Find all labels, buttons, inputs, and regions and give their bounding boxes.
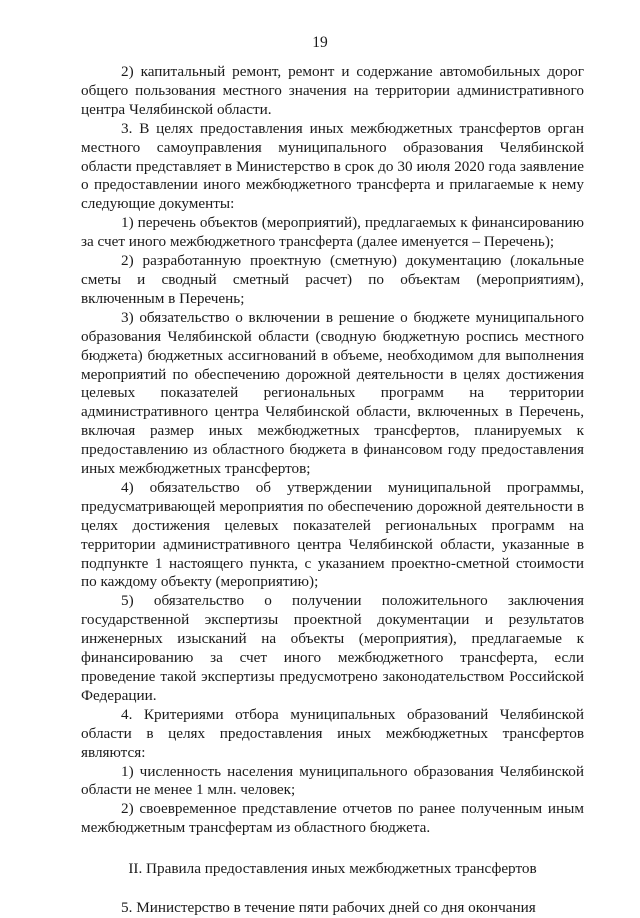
- paragraph-3-application-documents: 3. В целях предоставления иных межбюджетных трансфертов орган местного самоуправления муниципального образования Челябинской области представляет в Министерство в срок до 30 июля 2020 года заявление о предоставлении иного межбюджетного трансферта и прилагаемые к нему следующие документы:: [81, 119, 584, 213]
- document-body: [81, 63, 584, 918]
- paragraph-4-selection-criteria: 4. Критериями отбора муниципальных образований Челябинской области в целях предоставления иных межбюджетных трансфертов являются:: [81, 705, 584, 761]
- paragraph-5-ministry: 5. Министерство в течение пяти рабочих дней со дня окончания: [121, 899, 536, 917]
- list-item-2-project-documentation: 2) разработанную проектную (сметную) документацию (локальные сметы и сводный сметный расчет) по объектам (мероприятиям), включенным в Перечень;: [81, 252, 584, 307]
- list-item-5-expertise-obligation: 5) обязательство о получении положительного заключения государственной экспертизы проектной документации и результатов инженерных изысканий на объекты (мероприятия), предлагаемые к финансированию за счет иного межбюджетного трансферта, если проведение такой экспертизы предусмотрено законодательством Российской Федерации.: [81, 592, 584, 704]
- list-item-1-objects-list: 1) перечень объектов (мероприятий), предлагаемых к финансированию за счет иного межбюджетного трансферта (далее именуется – Перечень);: [81, 214, 584, 251]
- section-heading: II. Правила предоставления иных межбюджетных трансфертов: [128, 860, 537, 878]
- page-number: 19: [312, 34, 328, 51]
- list-item-4-program-obligation: 4) обязательство об утверждении муниципальной программы, предусматривающей мероприятия по обеспечению дорожной деятельности в целях достижения целевых показателей региональных программ на территории административного центра Челябинской области, указанные в подпункте 1 настоящего пункта, с указанием проектно-сметной стоимости по каждому объекту (мероприятию);: [81, 478, 584, 591]
- criteria-item-1-population: 1) численность населения муниципального образования Челябинской области не менее 1 млн. человек;: [81, 762, 584, 799]
- paragraph-item-2-road-repair: 2) капитальный ремонт, ремонт и содержание автомобильных дорог общего пользования местного значения на территории административного центра Челябинской области.: [81, 63, 584, 118]
- criteria-item-2-reports: 2) своевременное представление отчетов по ранее полученным иным межбюджетным трансфертам из областного бюджета.: [81, 800, 584, 837]
- list-item-3-budget-obligation: 3) обязательство о включении в решение о бюджете муниципального образования Челябинской области (сводную бюджетную роспись местного бюджета) бюджетных ассигнований в объеме, необходимом для выполнения мероприятий по обеспечению дорожной деятельности в целях достижения целевых показателей региональных программ на территории административного центра Челябинской области, включенных в Перечень, включая размер иных межбюджетных трансфертов, планируемых к предоставлению из областного бюджета в финансовом году предоставления иных межбюджетных трансфертов;: [81, 308, 584, 478]
